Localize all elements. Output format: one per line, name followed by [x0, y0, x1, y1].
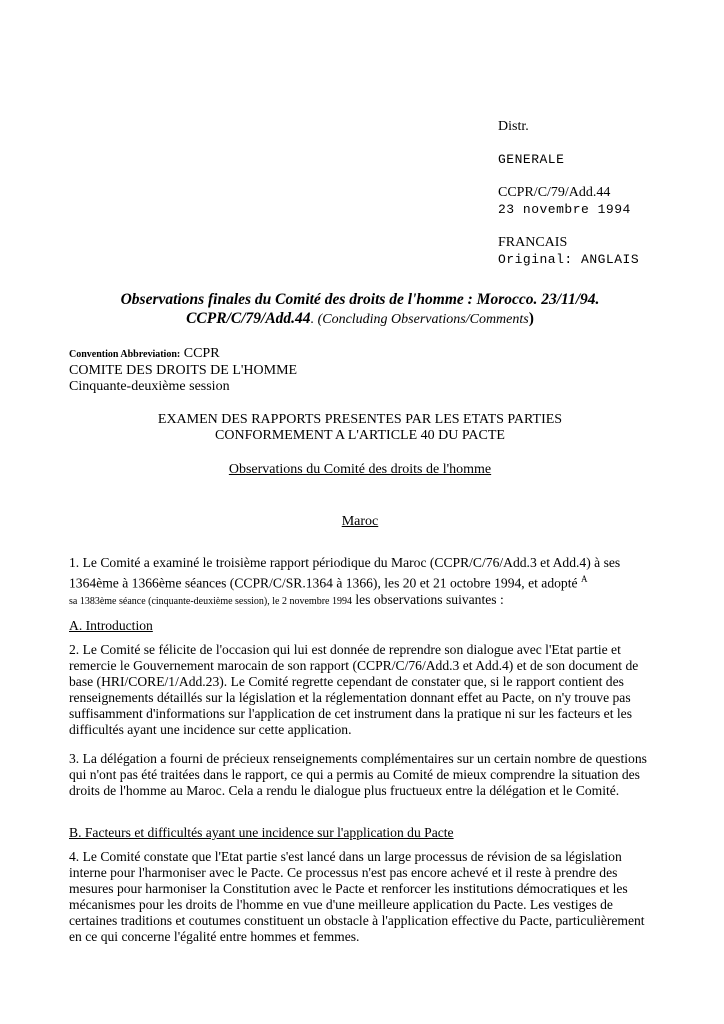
section-a-heading: A. Introduction: [69, 618, 153, 633]
document-language: FRANCAIS: [498, 235, 568, 250]
distr-label: Distr.: [498, 119, 529, 134]
paragraph-1: [69, 555, 659, 610]
title-line: Observations finales du Comité des droits de l'homme : Morocco. 23/11/94.: [120, 291, 600, 308]
p2-text: 2. Le Comité se félicite de l'occasion qui lui est donnée de reprendre son dialogue avec l'Etat partie et remercie le Gouvernement marocain de son rapport (CCPR/C/76/Add.3 et Add.4) et de son document de base (HRI/CORE/1/Add.23). Le Comité regrette cependant de constater que, si le rapport contient des renseignements détaillés sur la législation et la réglementation donnant effet au Pacte, on n'y trouve pas suffisamment d'informations sur l'application de cet instrument dans la pratique ni sur les facteurs et les difficultés ayant une incidence sur cette application.: [69, 642, 639, 737]
observations-heading-wrap: [60, 462, 660, 478]
title-dot: .: [310, 312, 318, 327]
title-symbol: CCPR/C/79/Add.44: [186, 310, 311, 327]
committee-name: COMITE DES DROITS DE L'HOMME: [69, 363, 298, 378]
report-heading-line1: EXAMEN DES RAPPORTS PRESENTES PAR LES ETATS PARTIES: [157, 412, 563, 427]
session-name: Cinquante-deuxième session: [69, 379, 230, 394]
original-language: Original: ANGLAIS: [498, 252, 640, 267]
convention-label: Convention Abbreviation:: [69, 349, 181, 360]
paragraph-2: [69, 642, 659, 738]
paragraph-4: [69, 849, 659, 945]
distribution-block: [498, 118, 708, 284]
title-subtitle: (Concluding Observations/Comments: [317, 312, 529, 327]
section-b-heading-wrap: [69, 825, 659, 841]
p1-end: les observations suivantes :: [351, 591, 504, 607]
p4-text: 4. Le Comité constate que l'Etat partie s'est lancé dans un large processus de révision de sa législation interne pour l'harmoniser avec le Pacte. Ce processus n'est pas encore achevé et il reste à prendre des mesures pour harmoniser la Constitution avec le Pacte et renforcer les institutions démocratiques et les mécanismes pour les droits de l'homme en vue d'une meilleure application du Pacte. Les vestiges de certaines traditions et coutumes constituent un obstacle à l'application effective du Pacte, particulièrement en ce qui concerne l'égalité entre hommes et femmes.: [69, 849, 645, 944]
document-title: [60, 290, 660, 329]
country-heading-wrap: [60, 514, 660, 530]
section-b-heading: B. Facteurs et difficultés ayant une incidence sur l'application du Pacte: [69, 825, 454, 840]
document-symbol: CCPR/C/79/Add.44: [498, 185, 611, 200]
p1-main: 1. Le Comité a examiné le troisième rapport périodique du Maroc (CCPR/C/76/Add.3 et Add.4) à ses 1364ème à 1366ème séances (CCPR/C/SR.1364 à 1366), les 20 et 21 octobre 1994, et adopté: [69, 555, 621, 591]
report-heading-line2: CONFORMEMENT A L'ARTICLE 40 DU PACTE: [215, 428, 505, 443]
paragraph-3: [69, 751, 659, 799]
distribution-general: GENERALE: [498, 152, 565, 167]
p1-small: sa 1383ème séance (cinquante-deuxième session), le 2 novembre 1994: [69, 595, 352, 607]
title-close: ): [528, 310, 534, 327]
section-a-heading-wrap: [69, 618, 659, 634]
convention-block: [69, 346, 469, 395]
p3-text: 3. La délégation a fourni de précieux renseignements complémentaires sur un certain nombre de questions qui n'ont pas été traitées dans le rapport, ce qui a permis au Comité de mieux comprendre la situation des droits de l'homme au Maroc. Cela a rendu le dialogue plus fructueux entre la délégation et le Comité.: [69, 751, 647, 798]
observations-heading: Observations du Comité des droits de l'homme: [228, 462, 492, 477]
document-date: 23 novembre 1994: [498, 202, 631, 217]
convention-value: CCPR: [183, 346, 220, 361]
country-heading: Maroc: [341, 514, 379, 529]
report-heading: [60, 412, 660, 444]
p1-sup: A: [580, 574, 588, 584]
